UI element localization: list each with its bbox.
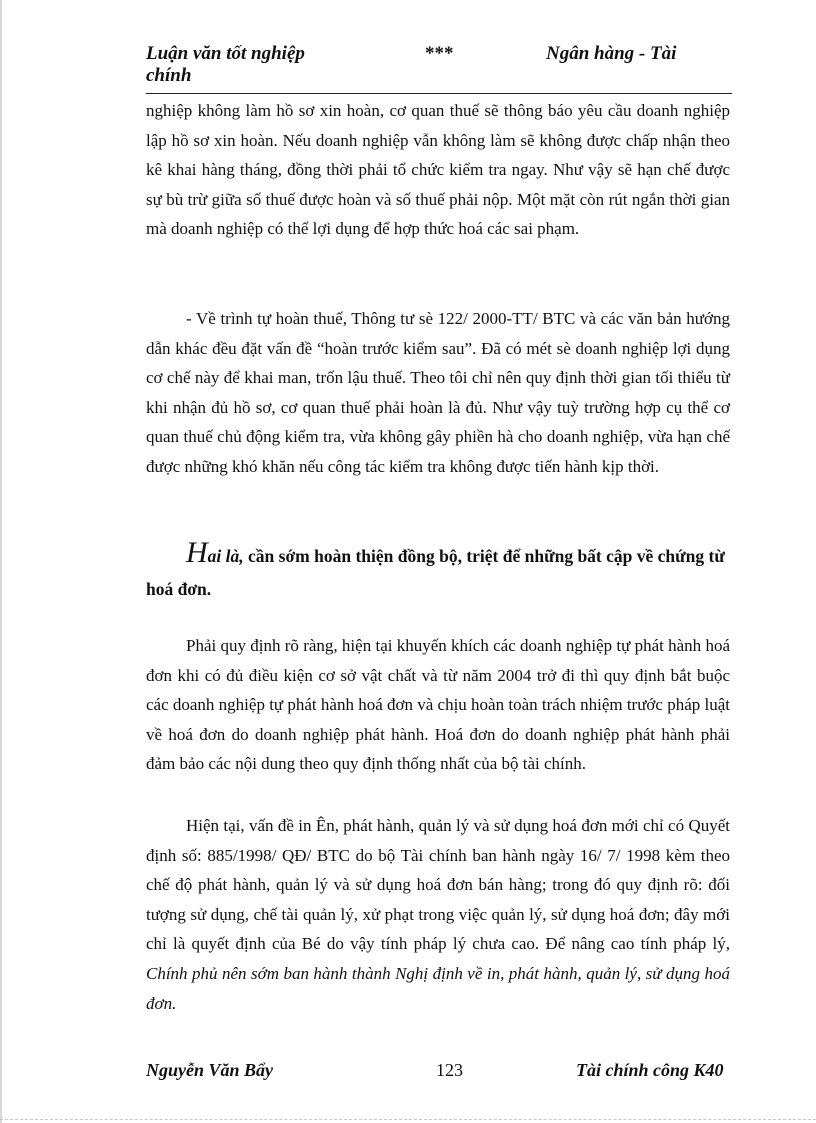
page-edge [0,0,2,1123]
header-thesis-title: Luận văn tốt nghiệp chính [146,43,305,86]
page-bottom-edge [0,1119,816,1120]
paragraph-2: - Về trình tự hoàn thuế, Thông tư sè 122/ 2000-TT/ BTC và các văn bản hướng dẫn khác đều đặt vấn đề “hoàn trước kiểm sau”. Đã có mét sè doanh nghiệp lợi dụng cơ chế này để khai man, trốn lậu thuế. Theo tôi chỉ nên quy định thời gian tối thiểu từ khi nhận đủ hồ sơ, cơ quan thuế phải hoàn là đủ. Như vậy tuỳ trường hợp cụ thể cơ quan thuế chủ động kiểm tra, vừa không gây phiền hà cho doanh nghiệp, vừa hạn chế được những khó khăn nếu công tác kiểm tra không được tiến hành kịp thời. [146,309,730,476]
paragraph-3: Phải quy định rõ ràng, hiện tại khuyến khích các doanh nghiệp tự phát hành hoá đơn khi có đủ điều kiện cơ sở vật chất và từ năm 2004 trở đi thì quy định bắt buộc các doanh nghiệp tự phát hành hoá đơn và chịu hoàn toàn trách nhiệm trước pháp luật về hoá đơn do doanh nghiệp phát hành. Hoá đơn do doanh nghiệp phát hành phải đảm bảo các nội dung theo quy định thống nhất của bộ tài chính. [146,636,731,774]
paragraph-4-italic-text: Chính phủ nên sớm ban hành thành Nghị định về in, phát hành, quản lý, sử dụng hoá đơn. [146,963,730,1013]
paragraph-4-text: Hiện tại, vấn đề in Ên, phát hành, quản lý và sử dụng hoá đơn mới chỉ có Quyết định số: 885/1998/ QĐ/ BTC do bộ Tài chính ban hành ngày 16/ 7/ 1998 kèm theo chế độ phát hành, quản lý và sử dụng hoá đơn bán hàng; trong đó quy định rõ: đối tượng sử dụng, chế tài quản lý, xử phạt trong việc quản lý, sử dụng hoá đơn; đây mới chỉ là quyết định của Bé do vậy tính pháp lý chưa cao. Để nâng cao tính pháp lý, [146,816,730,954]
heading-initial: H [186,536,208,569]
section-heading [146,536,732,606]
header-department: Ngân hàng - Tài [546,43,677,64]
paragraph-4-block [146,811,730,1018]
heading-lead: ai là, [207,546,244,566]
header-stars: *** [425,43,454,64]
paragraph-3-block [146,631,730,779]
footer-author: Nguyễn Văn Bẩy [146,1060,274,1080]
header-divider [146,93,732,94]
paragraph-1: nghiệp không làm hồ sơ xin hoàn, cơ quan thuế sẽ thông báo yêu cầu doanh nghiệp lập hồ sơ xin hoàn. Nếu doanh nghiệp vẫn không làm sẽ không được chấp nhận theo kê khai hàng tháng, đồng thời phải tổ chức kiểm tra ngay. Như vậy sẽ hạn chế được sự bù trừ giữa số thuế được hoàn và số thuế phải nộp. Một mặt còn rút ngắn thời gian mà doanh nghiệp có thể lợi dụng để hợp thức hoá các sai phạm. [146,101,730,239]
footer-class: Tài chính công K40 [576,1060,724,1080]
page-number: 123 [436,1060,463,1080]
paragraph-2-block [146,304,730,482]
paragraph-1-block [146,96,730,244]
paragraph-4 [146,811,730,1018]
heading-text: cần sớm hoàn thiện đồng bộ, triệt để những bất cập về chứng từ hoá đơn. [146,546,725,599]
